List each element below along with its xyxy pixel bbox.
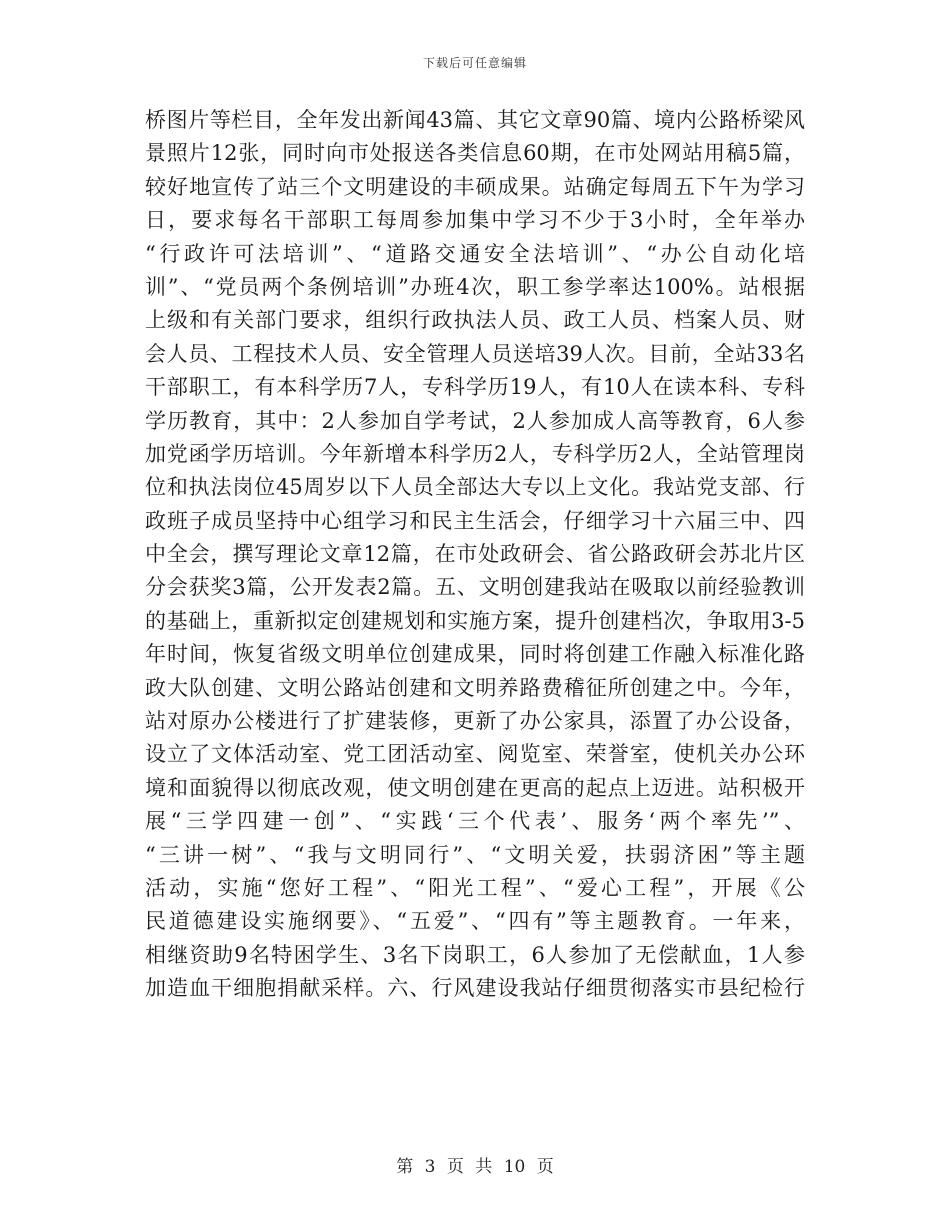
text-line: 加造血干细胞捐献采样。六、行风建设我站仔细贯彻落实市县纪检行: [145, 976, 805, 1001]
text-line: 政大队创建、文明公路站创建和文明养路费稽征所创建之中。今年，: [145, 675, 805, 700]
text-line: 分会获奖3篇，公开发表2篇。五、文明创建我站在吸取以前经验教训: [145, 575, 805, 600]
page-number: 第 3 页 共 10 页: [396, 1157, 554, 1177]
text-line: “三讲一树”、“我与文明同行”、“文明关爱，扶弱济困”等主题: [145, 842, 805, 867]
text-line: 中全会，撰写理论文章12篇，在市处政研会、省公路政研会苏北片区: [145, 542, 805, 567]
text-line: 活动，实施“您好工程”、“阳光工程”、“爱心工程”，开展《公: [145, 875, 805, 900]
text-line: 较好地宣传了站三个文明建设的丰硕成果。站确定每周五下午为学习: [145, 174, 805, 199]
text-line: 境和面貌得以彻底改观，使文明创建在更高的起点上迈进。站积极开: [145, 775, 805, 800]
text-line: 年时间，恢复省级文明单位创建成果，同时将创建工作融入标准化路: [145, 642, 805, 667]
text-line: 位和执法岗位45周岁以下人员全部达大专以上文化。我站党支部、行: [145, 475, 805, 500]
text-line: 政班子成员坚持中心组学习和民主生活会，仔细学习十六届三中、四: [145, 508, 805, 533]
text-line: “行政许可法培训”、“道路交通安全法培训”、“办公自动化培: [145, 241, 805, 266]
text-line: 日，要求每名干部职工每周参加集中学习不少于3小时，全年举办: [145, 208, 805, 233]
text-line: 桥图片等栏目，全年发出新闻43篇、其它文章90篇、境内公路桥梁风: [145, 108, 805, 132]
text-line: 站对原办公楼进行了扩建装修，更新了办公家具，添置了办公设备，: [145, 709, 805, 734]
text-line: 展“三学四建一创”、“实践‘三个代表’、服务‘两个率先’”、: [145, 809, 805, 834]
text-line: 训”、“党员两个条例培训”办班4次，职工参学率达100%。站根据: [145, 274, 805, 299]
text-line: 会人员、工程技术人员、安全管理人员送培39人次。目前，全站33名: [145, 341, 805, 366]
header-note: 下载后可任意编辑: [422, 56, 527, 70]
text-line: 加党函学历培训。今年新增本科学历2人，专科学历2人，全站管理岗: [145, 441, 805, 466]
body-text: [145, 104, 805, 1006]
text-line: 景照片12张，同时向市处报送各类信息60期，在市处网站用稿5篇，: [145, 141, 805, 166]
text-line: 民道德建设实施纲要》、“五爱”、“四有”等主题教育。一年来，: [145, 909, 805, 934]
text-line: 学历教育，其中：2人参加自学考试，2人参加成人高等教育，6人参: [145, 408, 805, 433]
text-line: 干部职工，有本科学历7人，专科学历19人，有10人在读本科、专科: [145, 375, 805, 400]
text-line: 设立了文体活动室、党工团活动室、阅览室、荣誉室，使机关办公环: [145, 742, 805, 767]
text-line: 相继资助9名特困学生、3名下岗职工，6人参加了无偿献血，1人参: [145, 942, 805, 967]
text-line: 的基础上，重新拟定创建规划和实施方案，提升创建档次，争取用3-5: [145, 608, 805, 633]
text-line: 上级和有关部门要求，组织行政执法人员、政工人员、档案人员、财: [145, 308, 805, 333]
